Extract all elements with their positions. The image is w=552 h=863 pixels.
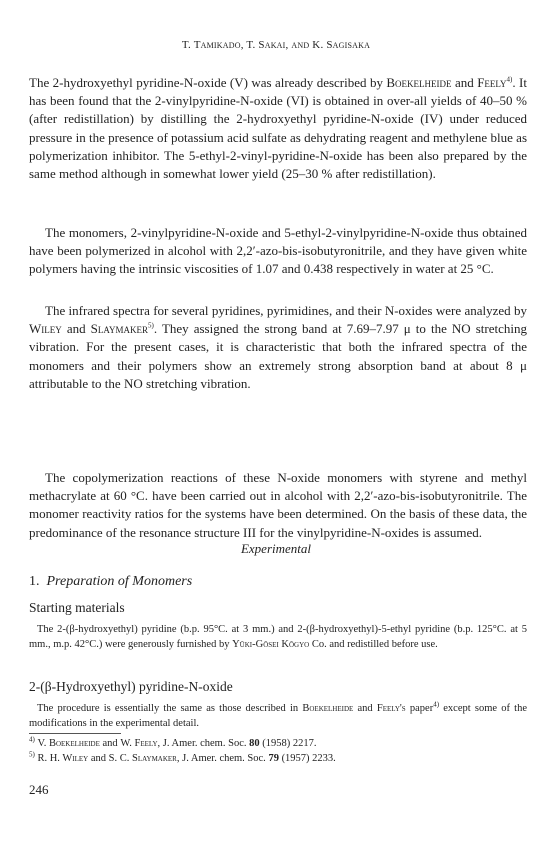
text: and (451, 75, 478, 90)
running-head: T. Tamikado, T. Sakai, and K. Sagisaka (181, 39, 371, 51)
text: Co. and redistilled before use. (309, 638, 438, 650)
text: (1958) 2217. (259, 738, 317, 749)
section-title: Experimental (240, 541, 312, 556)
reference-marker: 4) (506, 75, 513, 84)
text: The procedure is essentially the same as those described in (37, 703, 303, 714)
starting-materials-heading: Starting materials (29, 600, 125, 615)
author-name: Feely (477, 75, 507, 90)
text: paper (405, 703, 434, 714)
footnote-rule (29, 733, 121, 734)
volume-number: 80 (249, 738, 260, 749)
paragraph-text: The copolymerization reactions of these N-oxide monomers with styrene and methyl methacrylate at 60 °C. have been carried out in alcohol with 2,2′-azo-bis-isobutyronitrile. The monomer reactivity ratios for the systems have been determined. On the basis of these data, the predominance of the resonance structure III for the vinylpyridine-N-oxides is assumed. (29, 470, 527, 540)
text: and (353, 703, 377, 714)
heading-text: Preparation of Monomers (46, 574, 193, 589)
text: The 2-(β-hydroxyethyl) pyridine (b.p. 95°C. at 3 mm.) and 2-(β-hydroxyethyl)-5-ethyl pyridine (b.p. 125°C. at 5 mm., m.p. 42°C.) were generously furnished by (29, 624, 527, 650)
text: The 2-hydroxyethyl pyridine-N-oxide (V) was already described by (29, 75, 387, 90)
author-name: Boekelheide (386, 75, 452, 90)
footnote-4 (29, 737, 527, 751)
text: , J. Amer. chem. Soc. (176, 753, 269, 764)
author-name: Wiley (29, 321, 62, 337)
footnote-marker: 4) (29, 735, 35, 744)
page-number: 246 (29, 782, 49, 797)
heading-number: 1. (29, 574, 40, 589)
author-name: V. Boekelheide (37, 738, 100, 749)
text: and (88, 753, 109, 764)
text: and (61, 321, 91, 337)
procedure-text (29, 702, 527, 731)
text: . It has been found that the 2-vinylpyridine-N-oxide (VI) is obtained in over-all yields of 40–50 % (after redistillation) by distilling the 2-hydroxyethyl pyridine-N-oxide (IV) under reduced pressure in the presence of potassium acid sulfate as dehydrating reagent and methylene blue as polymerization inhibitor. The 5-ethyl-2-vinyl-pyridine-N-oxide has been also prepared by the same method although in somewhat lower yield (25–30 % after redistillation). (29, 75, 527, 182)
reference-marker: 5) (148, 321, 154, 330)
paragraph-text: The monomers, 2-vinylpyridine-N-oxide and 5-ethyl-2-vinylpyridine-N-oxide thus obtained have been polymerized in alcohol with 2,2′-azo-bis-isobutyronitrile, and they have given white polymers having the intrinsic viscosities of 1.07 and 0.438 respectively in water at 25 °C. (29, 225, 527, 277)
author-name: Boekelheide (302, 703, 354, 714)
text: and (99, 738, 121, 749)
text: , J. Amer. chem. Soc. (157, 738, 250, 749)
hydroxyethyl-heading: 2-(β-Hydroxyethyl) pyridine-N-oxide (29, 679, 233, 694)
paragraph-4 (29, 469, 527, 542)
text: except some of the modifications in the experimental detail. (29, 703, 528, 729)
footnote-5 (29, 752, 527, 766)
footnote-marker: 5) (29, 750, 35, 759)
volume-number: 79 (268, 753, 279, 764)
author-name: Feely's (376, 703, 406, 714)
text: The infrared spectra for several pyridines, pyrimidines, and their N-oxides were analyzed by (45, 303, 527, 318)
paragraph-1 (29, 74, 527, 183)
text: . They assigned the strong band at 7.69–7.97 μ to the NO stretching vibration. For the present cases, it is characteristic that both the infrared spectra of the monomers and their polymers show an extremely strong absorption band at about 8 μ attributable to the NO stretching vibration. (29, 321, 527, 391)
author-name: S. C. Slaymaker (108, 753, 177, 764)
reference-marker: 4) (433, 700, 440, 709)
subsection-heading (29, 574, 192, 590)
text: (1957) 2233. (278, 753, 336, 764)
author-name: Slaymaker (90, 321, 149, 337)
author-name: R. H. Wiley (37, 753, 89, 764)
paragraph-2 (29, 224, 527, 279)
starting-materials-text (29, 623, 527, 652)
company-name: Yūki-Gōsei Kōgyo (232, 638, 310, 650)
author-name: W. Feely (120, 738, 158, 749)
paragraph-3 (29, 302, 527, 393)
